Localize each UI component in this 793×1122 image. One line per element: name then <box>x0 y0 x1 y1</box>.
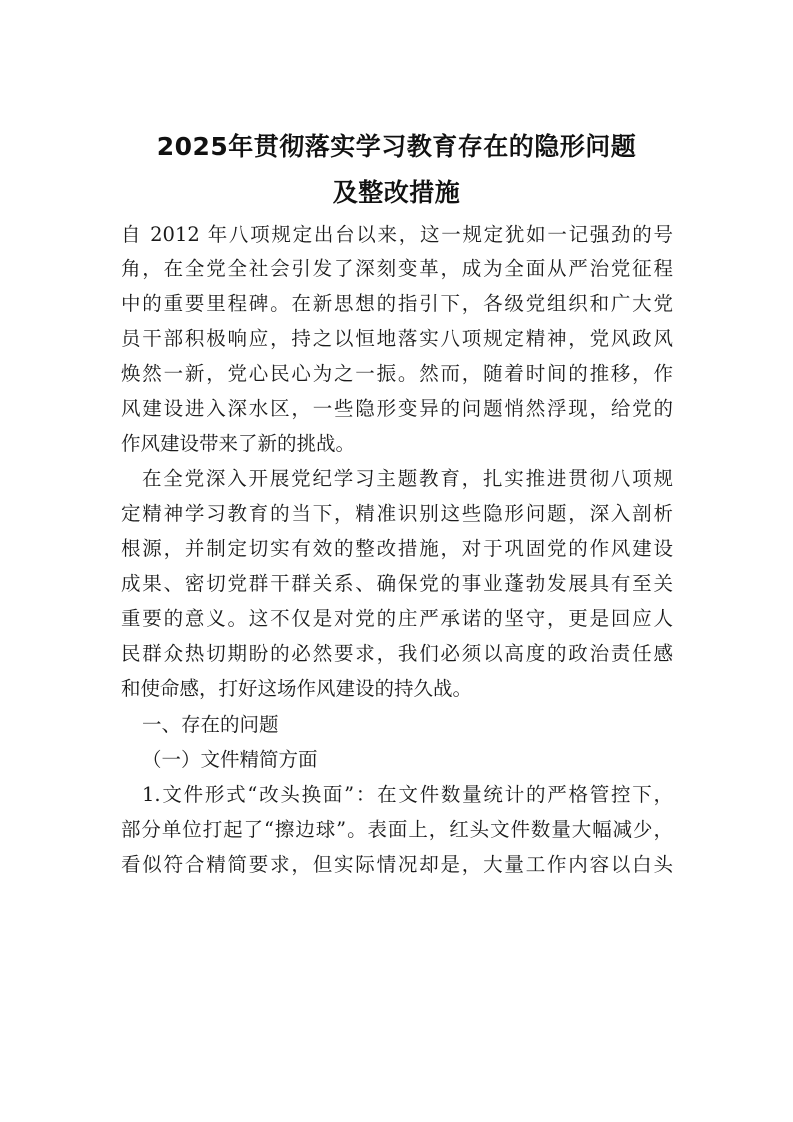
body-line: 自 2012 年八项规定出台以来，这一规定犹如一记强劲的号 <box>121 223 673 246</box>
body-line: 角，在全党全社会引发了深刻变革，成为全面从严治党征程 <box>121 257 673 280</box>
subsection-heading: （一）文件精简方面 <box>142 748 318 771</box>
body-line: 民群众热切期盼的必然要求，我们必须以高度的政治责任感 <box>121 642 673 665</box>
body-line: 员干部积极响应，持之以恒地落实八项规定精神，党风政风 <box>121 327 673 350</box>
body-line: 根源，并制定切实有效的整改措施，对于巩固党的作风建设 <box>121 537 673 560</box>
body-line: 和使命感，打好这场作风建设的持久战。 <box>121 677 473 700</box>
body-line: 中的重要里程碑。在新思想的指引下，各级党组织和广大党 <box>121 292 673 315</box>
document-title-line-2: 及整改措施 <box>332 178 461 207</box>
body-line: 定精神学习教育的当下，精准识别这些隐形问题，深入剖析 <box>121 502 673 525</box>
document-title-line-1: 2025年贯彻落实学习教育存在的隐形问题 <box>156 132 637 161</box>
body-line: 1.文件形式“改头换面”：在文件数量统计的严格管控下， <box>142 783 673 806</box>
body-line: 在全党深入开展党纪学习主题教育，扎实推进贯彻八项规 <box>142 467 673 490</box>
body-line: 看似符合精简要求，但实际情况却是，大量工作内容以白头 <box>121 853 673 876</box>
body-line: 部分单位打起了“擦边球”。表面上，红头文件数量大幅减少， <box>121 818 673 841</box>
section-heading: 一、存在的问题 <box>142 713 279 736</box>
body-line: 风建设进入深水区，一些隐形变异的问题悄然浮现，给党的 <box>121 397 673 420</box>
body-line: 焕然一新，党心民心为之一振。然而，随着时间的推移，作 <box>121 362 673 385</box>
body-line: 成果、密切党群干群关系、确保党的事业蓬勃发展具有至关 <box>121 572 673 595</box>
body-line: 重要的意义。这不仅是对党的庄严承诺的坚守，更是回应人 <box>121 607 673 630</box>
body-line: 作风建设带来了新的挑战。 <box>121 432 356 455</box>
